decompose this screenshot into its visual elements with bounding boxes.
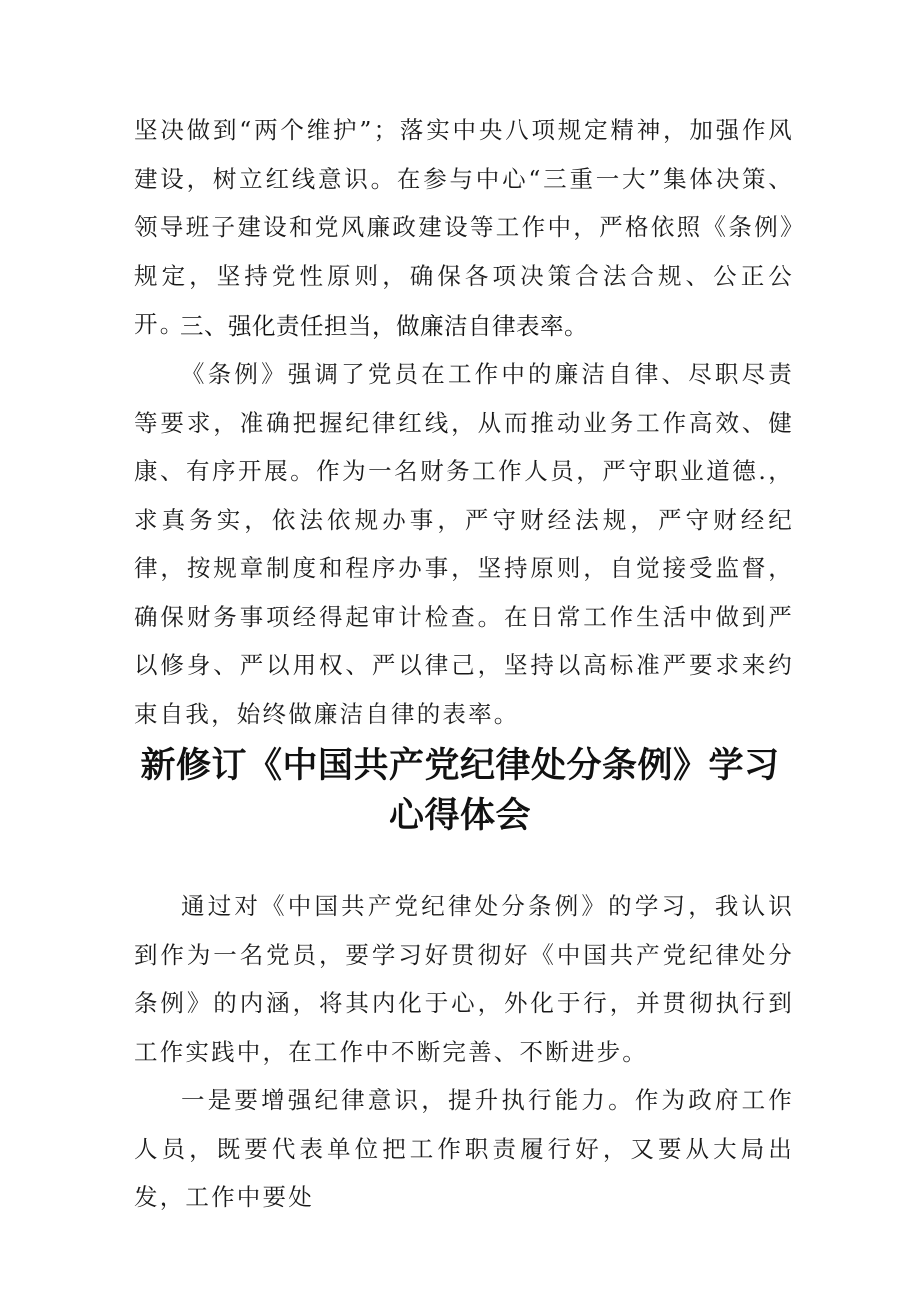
body-paragraph: 一是要增强纪律意识，提升执行能力。作为政府工作人员，既要代表单位把工作职责履行好，又要从大局出发，工作中要处	[134, 1086, 794, 1211]
body-paragraph: 坚决做到“两个维护”；落实中央八项规定精神，加强作风建设，树立红线意识。在参与中心“三重一大”集体决策、领导班子建设和党风廉政建设等工作中，严格依照《条例》规定，坚持党性原则，确保各项决策合法合规、公正公开。	[134, 116, 794, 338]
article-title-line-1: 新修订《中国共产党纪律处分条例》学习	[140, 746, 780, 786]
section-heading: 三、强化责任担当，做廉洁自律表率。	[180, 312, 588, 340]
article-title-line-2: 心得体会	[388, 796, 531, 836]
body-paragraph: 《条例》强调了党员在工作中的廉洁自律、尽职尽责等要求，准确把握纪律红线，从而推动业务工作高效、健康、有序开展。作为一名财务工作人员，严守职业道德.，求真务实，依法依规办事，严守财经法规，严守财经纪律，按规章制度和程序办事，坚持原则，自觉接受监督，确保财务事项经得起审计检查。在日常工作生活中做到严以修身、严以用权、严以律己，坚持以高标准严要求来约束自我，始终做廉洁自律的表率。	[134, 360, 794, 728]
body-paragraph: 通过对《中国共产党纪律处分条例》的学习，我认识到作为一名党员，要学习好贯彻好《中国共产党纪律处分条例》的内涵，将其内化于心，外化于行，并贯彻执行到工作实践中，在工作中不断完善、不断进步。	[134, 892, 794, 1066]
